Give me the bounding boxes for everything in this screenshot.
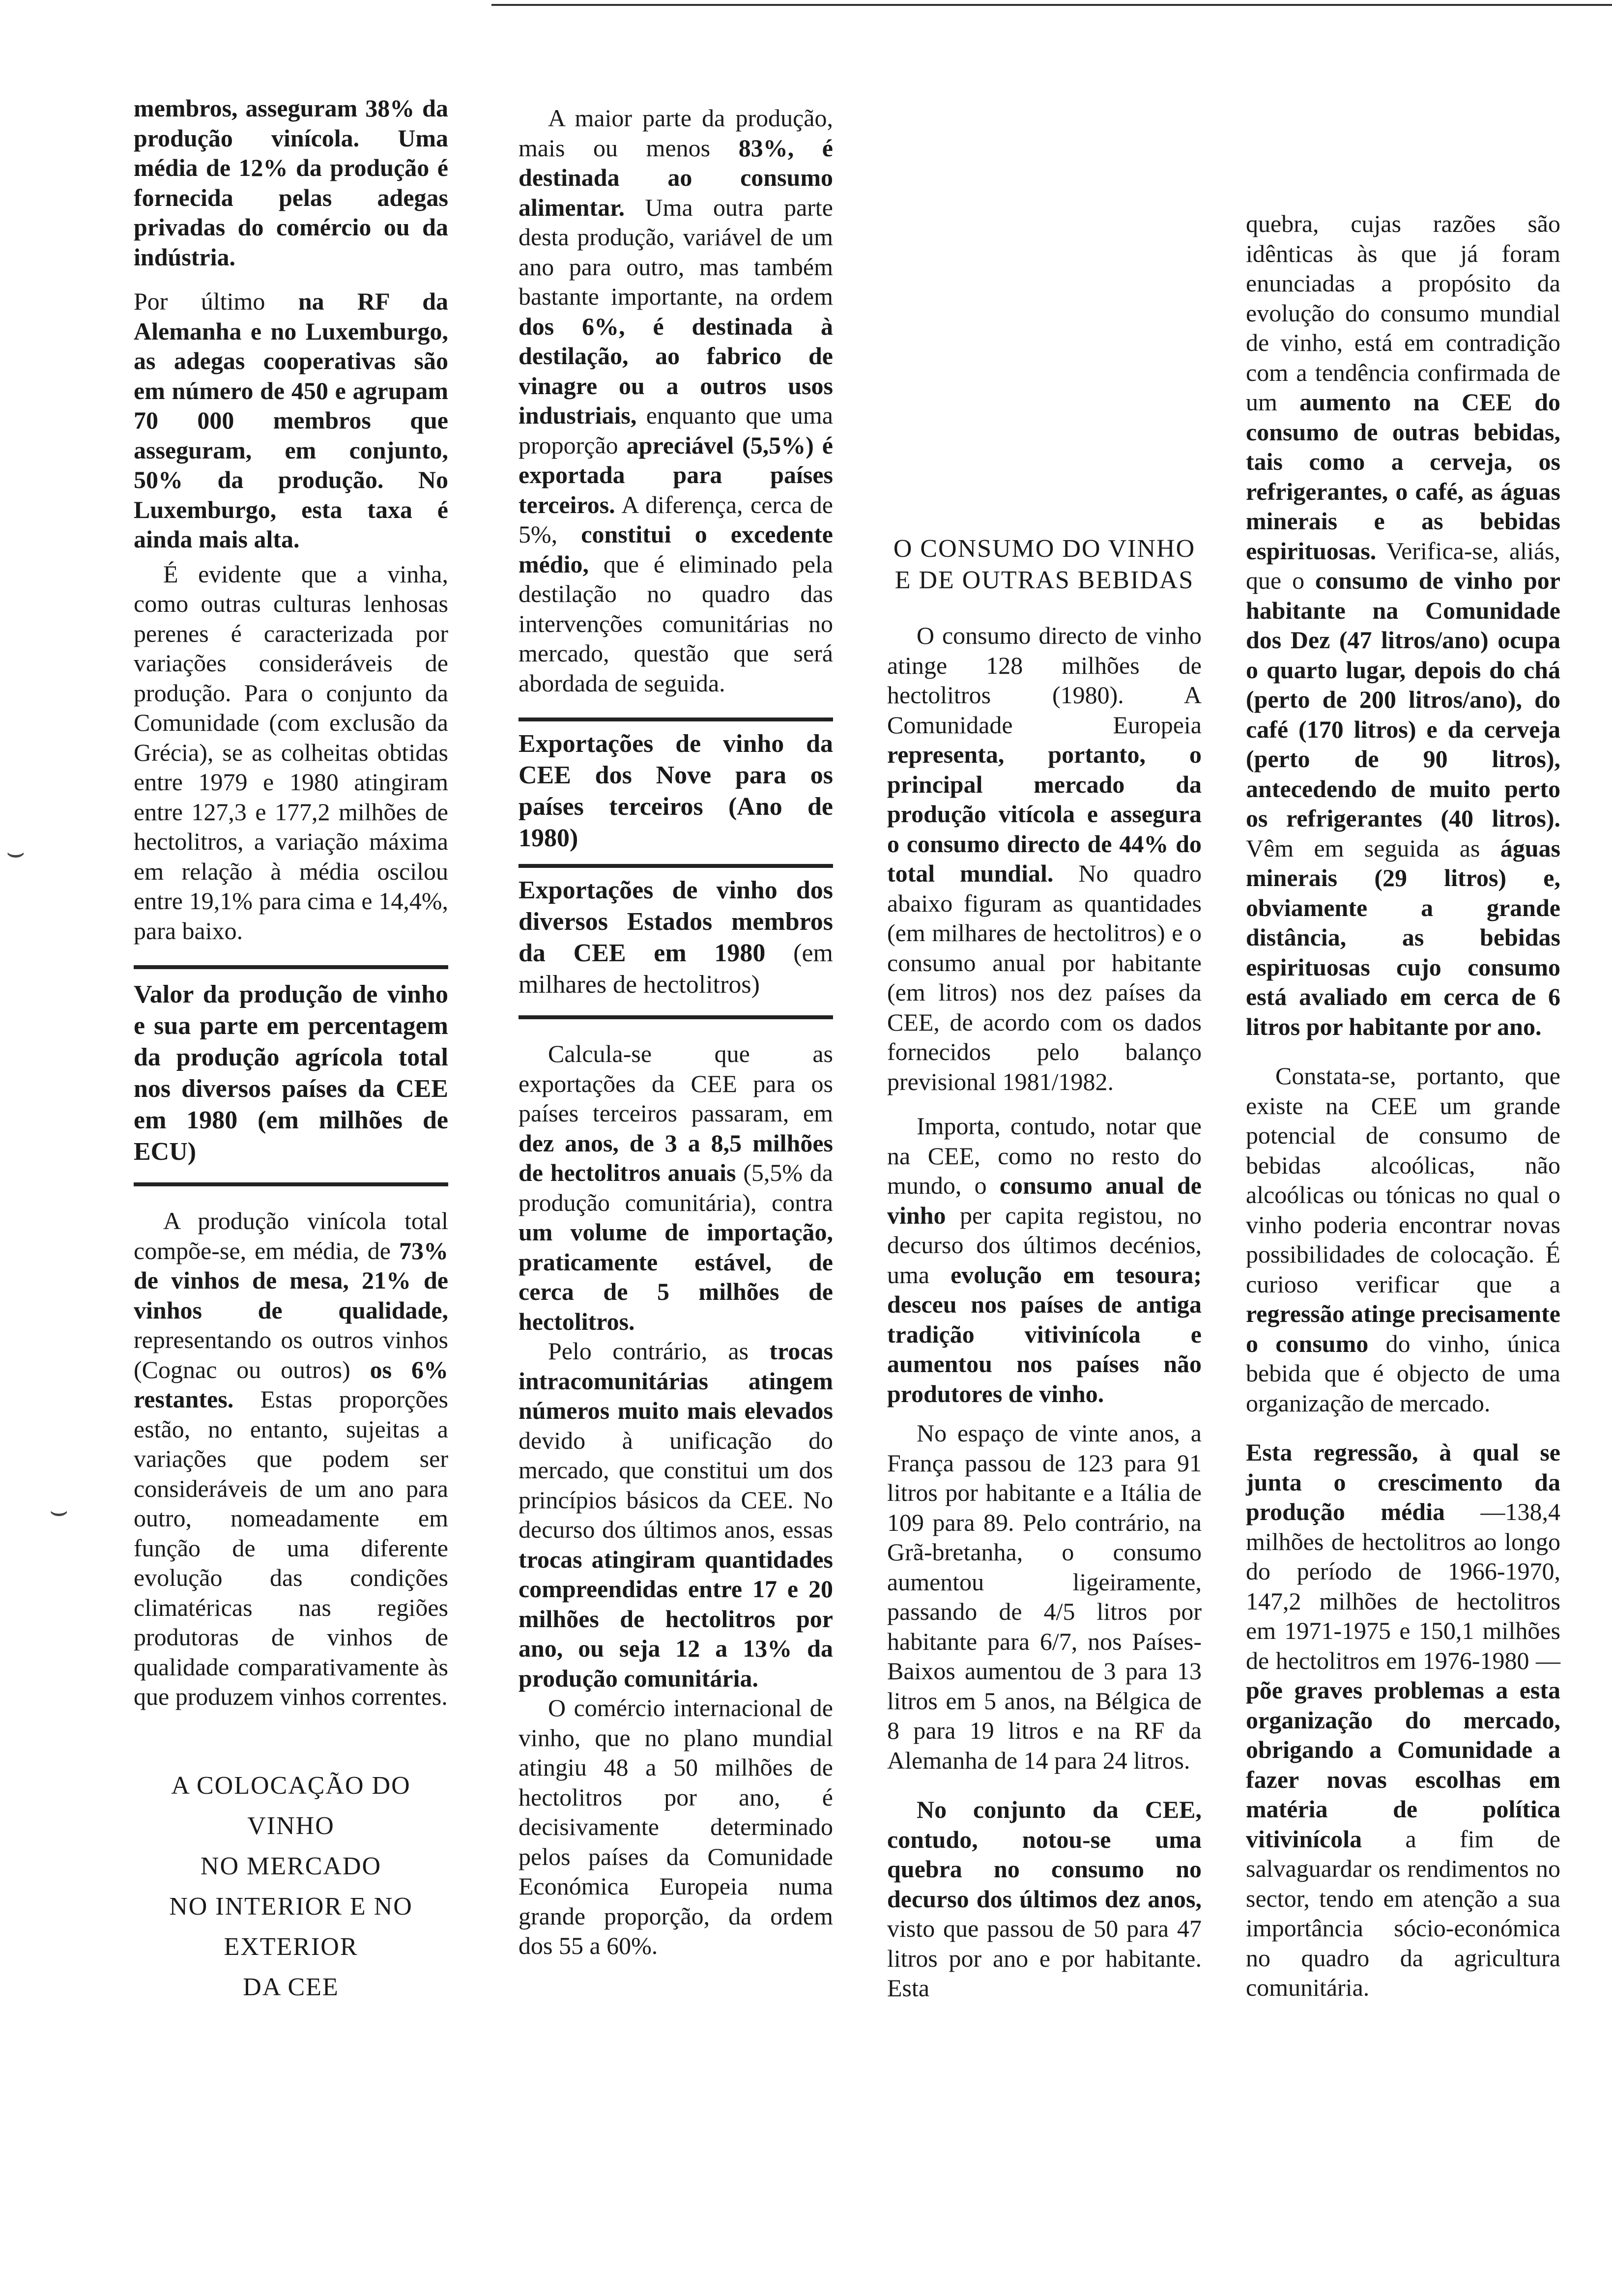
- col1-paragraph-3: É evidente que a vinha, como outras culturas lenhosas perenes é caracterizada por variações consideráveis de produção. Para o conjunto da Comunidade (com exclusão da Grécia), se as colheitas obtidas entre 1979 e 1980 atingiram entre 127,3 e 177,2 milhões de hectolitros, a variação máxima em relação à média oscilou entre 19,1% para cima e 14,4%, para baixo.: [134, 560, 448, 945]
- col1-rule-1: [134, 965, 448, 969]
- col1-paragraph-1: membros, asseguram 38% da produção vinícola. Uma média de 12% da produção é fornecida pelas adegas privadas do comércio ou da indústria.: [134, 94, 449, 271]
- heading-line: DA CEE: [243, 1973, 339, 2001]
- heading-line: O CONSUMO DO VINHO: [893, 535, 1196, 563]
- margin-mark: ⌣: [6, 836, 26, 868]
- col2-paragraph-2: Calcula-se que as exportações da CEE para os países terceiros passaram, em dez anos, de 3 a 8,5 milhões de hectolitros anuais (5,5% da produção comunitária), contra um volume de importação, praticamente estável, de cerca de 5 milhões de hectolitros.: [518, 1040, 833, 1335]
- col4-paragraph-3: Esta regressão, à qual se junta o crescimento da produção média —138,4 milhões de hectolitros ao longo do período de 1966-1970, 147,2 milhões de hectolitros em 1971-1975 e 150,1 milhões de hectolitros em 1976-1980 — põe graves problemas a esta organização do mercado, obrigando a Comunidade a fazer novas escolhas em matéria de política vitivinícola a fim de salvaguardar os rendimentos no sector, tendo em atenção a sua importância sócio-económica no quadro da agricultura comunitária.: [1246, 1438, 1561, 2001]
- col4-paragraph-2: Constata-se, portanto, que existe na CEE um grande potencial de consumo de bebidas alcoólicas, não alcoólicas ou tónicas no qual o vinho poderia encontrar novas possibilidades de colocação. É curioso verificar que a regressão atinge precisamente o consumo do vinho, única bebida que é objecto de uma organização de mercado.: [1246, 1062, 1561, 1417]
- col1-paragraph-4: A produção vinícola total compõe-se, em média, de 73% de vinhos de mesa, 21% de vinhos de qualidade, representando os outros vinhos (Cognac ou outros) os 6% restantes. Estas proporções estão, no entanto, sujeitas a variações que podem ser consideráveis de um ano para outro, nomeadamente em função de uma diferente evolução das condições climatéricas nas regiões produtoras de vinhos de qualidade comparativamente às que produzem vinhos correntes.: [134, 1207, 448, 1710]
- heading-line: NO INTERIOR E NO: [169, 1892, 413, 1921]
- heading-line: VINHO: [247, 1811, 335, 1840]
- column-1: [134, 93, 448, 2008]
- margin-mark: ⌣: [49, 1494, 69, 1527]
- col2-paragraph-4: O comércio internacional de vinho, que no plano mundial atingiu 48 a 50 milhões de hectolitros por ano, é decisivamente determinado pelos países da Comunidade Económica Europeia numa grande proporção, da ordem dos 55 a 60%.: [518, 1694, 833, 1959]
- col2-rule-1: [518, 718, 833, 721]
- col4-paragraph-1: quebra, cujas razões são idênticas às que já foram enunciadas a propósito da evolução do consumo mundial de vinho, está em contradição com a tendência confirmada de um aumento na CEE do consumo de outras bebidas, tais como a cerveja, os refrigerantes, o café, as águas minerais e as bebidas espirituosas. Verifica-se, aliás, que o consumo de vinho por habitante na Comunidade dos Dez (47 litros/ano) ocupa o quarto lugar, depois do chá (perto de 200 litros/ano), do café (170 litros) e da cerveja (perto de 90 litros), antecedendo de muito perto os refrigerantes (40 litros). Vêm em seguida as águas minerais (29 litros) e, obviamente a grande distância, as bebidas espirituosas cujo consumo está avaliado em cerca de 6 litros por habitante por ano.: [1246, 210, 1560, 1040]
- col3-paragraph-4: No conjunto da CEE, contudo, notou-se uma quebra no consumo no decurso dos últimos dez anos, visto que passou de 50 para 47 litros por ano e por habitante. Esta: [887, 1796, 1202, 2002]
- col3-paragraph-1: O consumo directo de vinho atinge 128 milhões de hectolitros (1980). A Comunidade Europeia representa, portanto, o principal mercado da produção vitícola e assegura o consumo directo de 44% do total mundial. No quadro abaixo figuram as quantidades (em milhares de hectolitros) e o consumo anual por habitante (em litros) nos dez países da CEE, de acordo com os dados fornecidos pelo balanço previsional 1981/1982.: [887, 622, 1202, 1095]
- heading-line: EXTERIOR: [224, 1932, 358, 1961]
- heading-line: NO MERCADO: [200, 1852, 382, 1880]
- heading-line: E DE OUTRAS BEBIDAS: [894, 566, 1194, 594]
- col2-rule-3: [518, 1015, 833, 1019]
- col1-paragraph-2: Por último na RF da Alemanha e no Luxemburgo, as adegas cooperativas são em número de 450 e agrupam 70 000 membros que asseguram, em conjunto, 50% da produção. No Luxemburgo, esta taxa é ainda mais alta.: [134, 287, 448, 553]
- column-4: [1246, 209, 1560, 2003]
- col2-paragraph-1: A maior parte da produção, mais ou menos 83%, é destinada ao consumo alimentar. Uma outra parte desta produção, variável de um ano para outro, mas também bastante importante, na ordem dos 6%, é destinada à destilação, ao fabrico de vinagre ou a outros usos industriais, enquanto que uma proporção apreciável (5,5%) é exportada para países terceiros. A diferença, cerca de 5%, constitui o excedente médio, que é eliminado pela destilação no quadro das intervenções comunitárias no mercado, questão que será abordada de seguida.: [518, 104, 834, 697]
- column-2: [518, 103, 833, 1961]
- col1-table-title: Valor da produção de vinho e sua parte em percentagem da produção agrícola total nos diversos países da CEE em 1980 (em milhões de ECU): [134, 980, 448, 1166]
- col2-table-2-title: Exportações de vinho dos diversos Estados membros da CEE em 1980 (em milhares de hectolitros): [518, 876, 833, 999]
- column-3: [887, 533, 1202, 2003]
- col3-paragraph-3: No espaço de vinte anos, a França passou de 123 para 91 litros por habitante e a Itália de 109 para 89. Pelo contrário, na Grã-bretanha, o consumo aumentou ligeiramente, passando de 4/5 litros por habitante para 6/7, nos Países-Baixos aumentou de 3 para 13 litros em 5 anos, na Bélgica de 8 para 19 litros e na RF da Alemanha de 14 para 24 litros.: [887, 1419, 1202, 1774]
- col3-section-heading: [887, 533, 1202, 596]
- top-rule: [491, 4, 1612, 6]
- col2-table-1-title: Exportações de vinho da CEE dos Nove para os países terceiros (Ano de 1980): [518, 730, 833, 852]
- col1-rule-2: [134, 1182, 448, 1186]
- heading-line: A COLOCAÇÃO DO: [171, 1771, 411, 1800]
- col2-rule-2: [518, 864, 833, 868]
- col1-section-heading: [134, 1766, 448, 2008]
- col2-paragraph-3: Pelo contrário, as trocas intracomunitárias atingem números muito mais elevados devido à unificação do mercado, que constitui um dos princípios básicos da CEE. No decurso dos últimos anos, essas trocas atingiram quantidades compreendidas entre 17 e 20 milhões de hectolitros por ano, ou seja 12 a 13% da produção comunitária.: [518, 1337, 833, 1692]
- col3-paragraph-2: Importa, contudo, notar que na CEE, como no resto do mundo, o consumo anual de vinho per capita registou, no decurso dos últimos decénios, uma evolução em tesoura; desceu nos países de antiga tradição vitivinícola e aumentou nos países não produtores de vinho.: [887, 1112, 1202, 1407]
